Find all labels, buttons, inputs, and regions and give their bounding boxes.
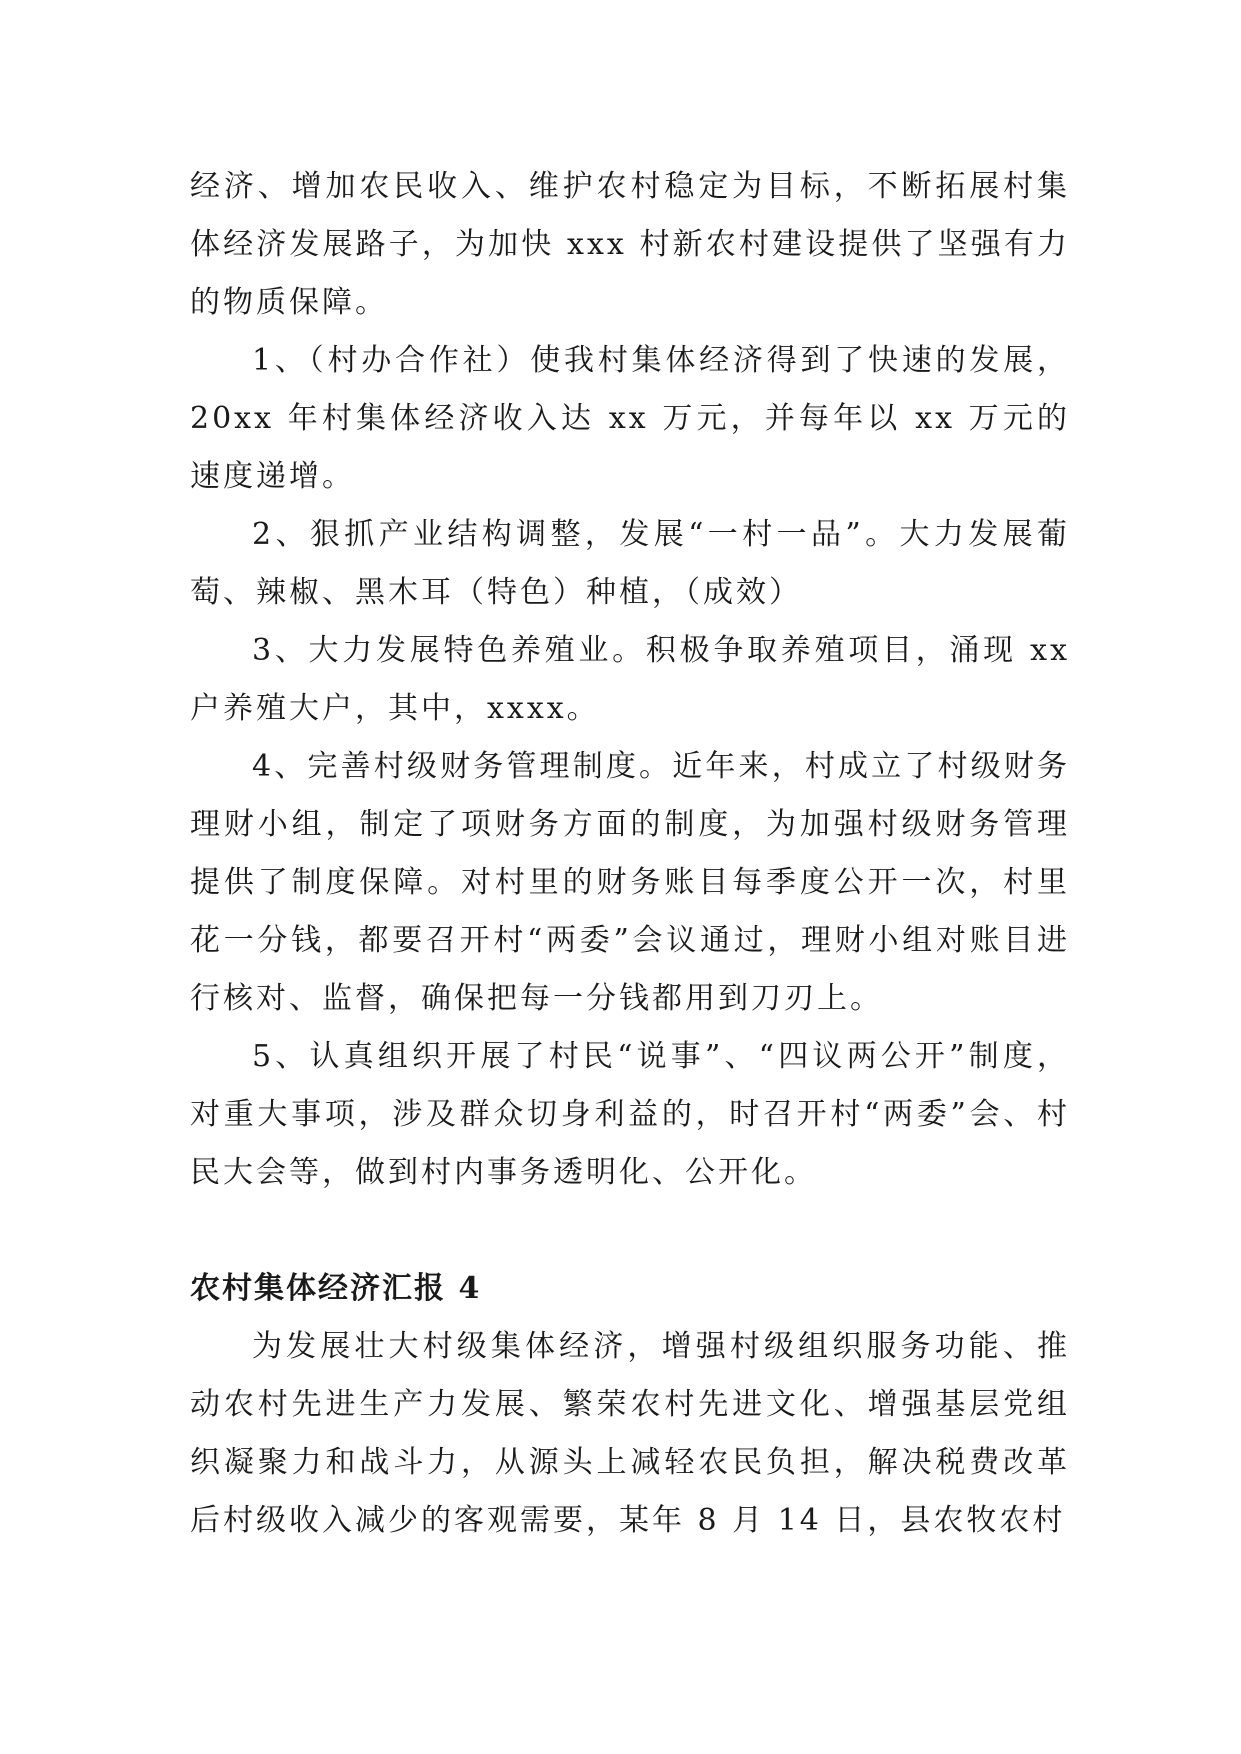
paragraph-item-2: 2、狠抓产业结构调整，发展“一村一品”。大力发展葡萄、辣椒、黑木耳（特色）种植，（成效） bbox=[190, 517, 1070, 610]
paragraph-item-5: 5、认真组织开展了村民“说事”、“四议两公开”制度，对重大事项，涉及群众切身利益的，时召开村“两委”会、村民大会等，做到村内事务透明化、公开化。 bbox=[190, 1039, 1070, 1190]
paragraph-item-1: 1、（村办合作社）使我村集体经济得到了快速的发展，20xx 年村集体经济收入达 xx 万元，并每年以 xx 万元的速度递增。 bbox=[190, 343, 1070, 494]
section-title: 农村集体经济汇报 4 bbox=[190, 1271, 482, 1306]
document-body bbox=[190, 158, 1070, 1550]
paragraph-item-3: 3、大力发展特色养殖业。积极争取养殖项目，涌现 xx 户养殖大户，其中，xxxx。 bbox=[190, 633, 1070, 726]
paragraph-section-intro: 为发展壮大村级集体经济，增强村级组织服务功能、推动农村先进生产力发展、繁荣农村先进文化、增强基层党组织凝聚力和战斗力，从源头上减轻农民负担，解决税费改革后村级收入减少的客观需要，某年 8 月 14 日，县农牧农村 bbox=[190, 1329, 1070, 1538]
paragraph-continuation: 经济、增加农民收入、维护农村稳定为目标，不断拓展村集体经济发展路子，为加快 xxx 村新农村建设提供了坚强有力的物质保障。 bbox=[190, 169, 1070, 320]
paragraph-item-4: 4、完善村级财务管理制度。近年来，村成立了村级财务理财小组，制定了项财务方面的制度，为加强村级财务管理提供了制度保障。对村里的财务账目每季度公开一次，村里花一分钱，都要召开村“两委”会议通过，理财小组对账目进行核对、监督，确保把每一分钱都用到刀刃上。 bbox=[190, 749, 1070, 1016]
